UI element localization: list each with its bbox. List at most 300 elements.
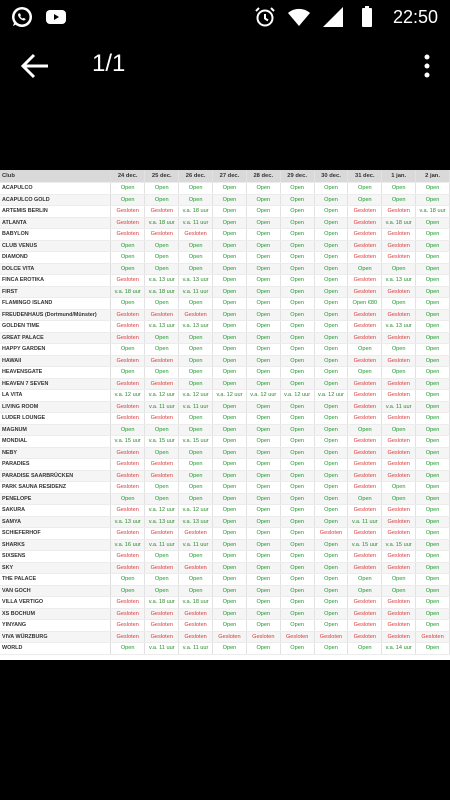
table-row	[111, 585, 450, 597]
status-cell: Open	[314, 482, 348, 494]
status-cell: Open	[280, 608, 314, 620]
status-cell: Open	[280, 597, 314, 609]
table-row	[0, 516, 111, 528]
status-cell: Open	[179, 344, 213, 356]
table-row	[0, 390, 111, 402]
date-header: 30 dec.	[314, 170, 348, 183]
table-row	[0, 309, 111, 321]
table-row	[111, 183, 450, 195]
status-cell: Gesloten	[416, 631, 450, 643]
status-cell: Open	[280, 562, 314, 574]
table-row	[0, 355, 111, 367]
status-cell: Open	[416, 528, 450, 540]
status-cell: Open	[213, 332, 247, 344]
table-row	[111, 459, 450, 471]
status-cell: Open	[179, 298, 213, 310]
status-cell: Open	[145, 263, 179, 275]
date-header: 26 dec.	[179, 170, 213, 183]
status-cell: Open	[314, 574, 348, 586]
status-cell: Gesloten	[382, 309, 416, 321]
status-cell: Gesloten	[111, 217, 145, 229]
status-cell: Open	[246, 482, 280, 494]
table-row	[0, 597, 111, 609]
club-name: LA VITA	[0, 390, 111, 402]
status-cell: Open	[246, 183, 280, 195]
club-name: LIVING ROOM	[0, 401, 111, 413]
status-cell: Gesloten	[348, 528, 382, 540]
status-cell: Open	[280, 551, 314, 563]
status-cell: Open	[145, 585, 179, 597]
status-cell: Open	[213, 367, 247, 379]
club-name-table	[0, 170, 111, 655]
date-header: 27 dec.	[213, 170, 247, 183]
status-cell: v.a. 15 uur	[179, 436, 213, 448]
status-cell: Open	[348, 493, 382, 505]
overflow-menu-icon[interactable]	[418, 50, 436, 82]
status-cell: Gesloten	[382, 516, 416, 528]
club-name: SKY	[0, 562, 111, 574]
status-cell: Open	[314, 355, 348, 367]
status-cell: Gesloten	[348, 275, 382, 287]
status-cell: Open	[280, 470, 314, 482]
status-cell: Open	[314, 240, 348, 252]
table-row	[0, 217, 111, 229]
status-cell: Open	[280, 620, 314, 632]
status-cell: Open	[280, 206, 314, 218]
status-cell: Open	[213, 505, 247, 517]
table-row	[111, 229, 450, 241]
table-row	[0, 631, 111, 643]
table-row	[111, 298, 450, 310]
status-cell: Gesloten	[145, 309, 179, 321]
status-cell: Open	[246, 551, 280, 563]
status-cell: Gesloten	[145, 631, 179, 643]
status-cell: Open	[213, 298, 247, 310]
status-cell: Gesloten	[382, 459, 416, 471]
club-name: MAGNUM	[0, 424, 111, 436]
status-cell: Gesloten	[179, 562, 213, 574]
status-cell: Gesloten	[348, 217, 382, 229]
status-cell: Open	[213, 217, 247, 229]
status-cell: Open	[246, 286, 280, 298]
club-name: GREAT PALACE	[0, 332, 111, 344]
status-cell: Open	[280, 585, 314, 597]
status-cell: Gesloten	[348, 470, 382, 482]
status-cell: v.a. 11 uur	[145, 539, 179, 551]
status-cell: v.a. 15 uur	[348, 539, 382, 551]
status-cell: Open	[213, 229, 247, 241]
status-cell: Gesloten	[382, 505, 416, 517]
status-cell: Gesloten	[382, 332, 416, 344]
status-cell: Gesloten	[111, 332, 145, 344]
status-cell: Open	[246, 252, 280, 264]
status-cell: Open	[111, 344, 145, 356]
table-row	[111, 551, 450, 563]
status-cell: Gesloten	[111, 470, 145, 482]
battery-icon	[355, 5, 379, 29]
status-cell: Gesloten	[145, 229, 179, 241]
status-cell: Open	[213, 528, 247, 540]
status-cell: Open	[314, 229, 348, 241]
club-name: YINYANG	[0, 620, 111, 632]
table-row	[0, 447, 111, 459]
status-cell: Open	[246, 585, 280, 597]
status-cell: Open	[348, 574, 382, 586]
status-cell: v.a. 11 uur	[179, 217, 213, 229]
table-row	[111, 528, 450, 540]
status-cell: Open	[213, 206, 247, 218]
table-row	[0, 344, 111, 356]
club-name: SAKURA	[0, 505, 111, 517]
date-header: 25 dec.	[145, 170, 179, 183]
table-row	[111, 309, 450, 321]
status-cell: Open	[179, 413, 213, 425]
status-cell: Open	[246, 206, 280, 218]
status-cell: Open	[348, 585, 382, 597]
table-row	[111, 390, 450, 402]
club-name: ATLANTA	[0, 217, 111, 229]
status-cell: Open	[416, 470, 450, 482]
schedule-table	[111, 170, 450, 655]
status-cell: Open	[382, 493, 416, 505]
status-cell: Open	[280, 413, 314, 425]
status-cell: Gesloten	[179, 620, 213, 632]
date-header: 29 dec.	[280, 170, 314, 183]
club-name: THE PALACE	[0, 574, 111, 586]
table-row	[0, 413, 111, 425]
status-cell: Open	[213, 286, 247, 298]
table-row	[111, 332, 450, 344]
status-cell: Open	[246, 401, 280, 413]
status-cell: Open	[280, 516, 314, 528]
status-cell: Open	[145, 551, 179, 563]
status-cell: Gesloten	[348, 631, 382, 643]
status-cell: Gesloten	[382, 620, 416, 632]
status-cell: Open	[280, 344, 314, 356]
status-cell: Open	[213, 585, 247, 597]
status-cell: Open	[280, 643, 314, 655]
status-cell: Gesloten	[145, 378, 179, 390]
table-row	[0, 643, 111, 655]
status-cell: Open	[213, 355, 247, 367]
table-row	[0, 252, 111, 264]
status-cell: v.a. 11 uur	[348, 516, 382, 528]
table-row	[111, 367, 450, 379]
status-cell: v.a. 13 uur	[179, 275, 213, 287]
table-row	[111, 482, 450, 494]
status-cell: Open	[280, 183, 314, 195]
status-cell: Gesloten	[348, 355, 382, 367]
status-cell: Open	[382, 298, 416, 310]
status-cell: Gesloten	[348, 229, 382, 241]
status-cell: v.a. 12 uur	[145, 505, 179, 517]
status-cell: Open	[213, 309, 247, 321]
status-cell: Gesloten	[145, 562, 179, 574]
status-cell: Gesloten	[348, 240, 382, 252]
status-cell: Open	[416, 401, 450, 413]
status-cell: Open	[314, 539, 348, 551]
table-row	[0, 401, 111, 413]
status-cell: Open	[213, 597, 247, 609]
status-cell: Open	[314, 470, 348, 482]
club-name: FREUDENHAUS (Dortmund/Münster)	[0, 309, 111, 321]
table-row	[111, 631, 450, 643]
status-cell: Open	[246, 344, 280, 356]
table-row	[111, 620, 450, 632]
status-cell: Open	[382, 183, 416, 195]
status-cell: Open	[382, 367, 416, 379]
status-cell: Open	[280, 263, 314, 275]
status-cell: Gesloten	[145, 413, 179, 425]
status-cell: v.a. 18 uur	[111, 286, 145, 298]
status-cell: Open	[416, 183, 450, 195]
status-cell: Open	[416, 286, 450, 298]
club-name: DOLCE VITA	[0, 263, 111, 275]
status-cell: Open	[145, 493, 179, 505]
status-cell: v.a. 12 uur	[145, 390, 179, 402]
status-cell: Open	[246, 309, 280, 321]
status-cell: Open	[314, 447, 348, 459]
club-name: DIAMOND	[0, 252, 111, 264]
status-cell: Open	[382, 263, 416, 275]
status-cell: Open	[111, 424, 145, 436]
club-name: PARADIES	[0, 459, 111, 471]
status-cell: v.a. 14 uur	[382, 643, 416, 655]
status-cell: Gesloten	[348, 551, 382, 563]
club-name: WORLD	[0, 643, 111, 655]
table-row	[0, 332, 111, 344]
status-cell: Open	[416, 332, 450, 344]
club-name: HAWAII	[0, 355, 111, 367]
status-cell: Open	[416, 309, 450, 321]
status-cell: Gesloten	[111, 608, 145, 620]
status-cell: v.a. 18 uur	[382, 217, 416, 229]
status-cell: Gesloten	[348, 413, 382, 425]
club-column	[0, 170, 111, 660]
status-cell: Open	[280, 378, 314, 390]
status-cell: Open	[179, 355, 213, 367]
status-cell: Open	[416, 217, 450, 229]
status-cell: Open	[246, 436, 280, 448]
status-cell: Gesloten	[179, 309, 213, 321]
status-cell: v.a. 13 uur	[179, 321, 213, 333]
status-cell: Gesloten	[382, 390, 416, 402]
status-cell: Open	[280, 505, 314, 517]
status-cell: Gesloten	[111, 551, 145, 563]
table-row	[0, 620, 111, 632]
status-cell: Open	[145, 367, 179, 379]
alarm-icon	[253, 5, 277, 29]
status-cell: Open	[213, 424, 247, 436]
table-row	[111, 194, 450, 206]
table-row	[0, 378, 111, 390]
status-cell: Gesloten	[382, 608, 416, 620]
youtube-icon	[44, 5, 68, 29]
status-cell: Open	[314, 275, 348, 287]
status-cell: Open	[213, 413, 247, 425]
status-cell: Open	[280, 401, 314, 413]
club-name: PENELOPE	[0, 493, 111, 505]
club-name: XS BOCHUM	[0, 608, 111, 620]
status-cell: Open	[314, 493, 348, 505]
status-cell: Gesloten	[246, 631, 280, 643]
club-name: SIXSENS	[0, 551, 111, 563]
status-cell: Open	[213, 539, 247, 551]
status-cell: Gesloten	[213, 631, 247, 643]
table-row	[0, 229, 111, 241]
status-cell: Gesloten	[111, 459, 145, 471]
table-row	[111, 275, 450, 287]
status-cell: Open	[111, 263, 145, 275]
status-cell: Open	[280, 240, 314, 252]
table-row	[0, 459, 111, 471]
status-cell: v.a. 16 uur	[111, 539, 145, 551]
page-counter: 1/1	[92, 50, 126, 77]
table-row	[111, 597, 450, 609]
table-row	[111, 574, 450, 586]
status-cell: v.a. 12 uur	[179, 505, 213, 517]
date-header: 2 jan.	[416, 170, 450, 183]
club-name: FINCA EROTIKA	[0, 275, 111, 287]
status-cell: Open	[416, 252, 450, 264]
status-cell: Open	[179, 367, 213, 379]
club-name: FIRST	[0, 286, 111, 298]
status-cell: Open	[314, 321, 348, 333]
status-cell: Gesloten	[145, 608, 179, 620]
table-row	[0, 482, 111, 494]
status-cell: Open	[179, 493, 213, 505]
status-cell: Open	[416, 355, 450, 367]
status-cell: Open	[348, 367, 382, 379]
table-row	[111, 436, 450, 448]
status-cell: Gesloten	[111, 321, 145, 333]
status-cell: Open	[416, 562, 450, 574]
status-cell: Open	[213, 470, 247, 482]
table-row	[0, 367, 111, 379]
club-name: ARTEMIS BERLIN	[0, 206, 111, 218]
table-row	[111, 344, 450, 356]
status-cell: Open	[179, 470, 213, 482]
table-row	[111, 539, 450, 551]
status-cell: Gesloten	[348, 390, 382, 402]
status-cell: Open	[111, 493, 145, 505]
club-name: VAN GOCH	[0, 585, 111, 597]
status-cell: Open	[280, 217, 314, 229]
status-cell: Open	[145, 240, 179, 252]
status-cell: v.a. 12 uur	[280, 390, 314, 402]
status-cell: Gesloten	[111, 401, 145, 413]
club-name: CLUB VENUS	[0, 240, 111, 252]
status-cell: Open	[246, 447, 280, 459]
status-cell: Open	[213, 252, 247, 264]
status-cell: Open	[314, 597, 348, 609]
status-cell: Gesloten	[382, 470, 416, 482]
status-cell: Open	[416, 539, 450, 551]
status-cell: Open	[280, 286, 314, 298]
status-cell: Open	[280, 459, 314, 471]
status-cell: Open	[213, 516, 247, 528]
table-row	[0, 424, 111, 436]
status-cell: Open	[314, 436, 348, 448]
status-cell: Open	[314, 298, 348, 310]
status-cell: Open	[111, 367, 145, 379]
club-name: SCHIEFERHOF	[0, 528, 111, 540]
status-cell: Open	[246, 298, 280, 310]
status-cell: Open	[314, 608, 348, 620]
status-cell: Gesloten	[348, 436, 382, 448]
status-cell: Gesloten	[179, 229, 213, 241]
date-header: 28 dec.	[246, 170, 280, 183]
status-cell: v.a. 18 uur	[145, 217, 179, 229]
status-cell: Gesloten	[382, 240, 416, 252]
status-cell: Gesloten	[348, 378, 382, 390]
status-time: 22:50	[392, 6, 438, 27]
whatsapp-icon	[10, 5, 34, 29]
status-cell: Open	[280, 436, 314, 448]
table-row	[111, 355, 450, 367]
status-cell: Open	[382, 344, 416, 356]
status-cell: Open	[179, 252, 213, 264]
status-cell: Gesloten	[348, 252, 382, 264]
status-cell: Open	[111, 574, 145, 586]
status-cell: Gesloten	[382, 436, 416, 448]
status-cell: Open	[246, 620, 280, 632]
status-cell: Open	[246, 240, 280, 252]
status-cell: Open	[416, 447, 450, 459]
table-row	[111, 424, 450, 436]
status-cell: Gesloten	[111, 505, 145, 517]
status-cell: Gesloten	[382, 413, 416, 425]
status-cell: Open	[111, 240, 145, 252]
status-cell: Gesloten	[179, 608, 213, 620]
status-cell: Open	[416, 482, 450, 494]
status-cell: Open	[314, 424, 348, 436]
status-cell: Open	[213, 482, 247, 494]
status-cell: Open	[246, 516, 280, 528]
status-cell: v.a. 12 uur	[179, 390, 213, 402]
status-cell: Open	[179, 551, 213, 563]
status-cell: Open	[246, 321, 280, 333]
status-cell: v.a. 11 uur	[179, 539, 213, 551]
status-cell: v.a. 13 uur	[145, 516, 179, 528]
status-cell: Open	[280, 447, 314, 459]
table-row	[0, 470, 111, 482]
status-cell: Open	[280, 574, 314, 586]
status-cell: Open	[280, 332, 314, 344]
status-cell: Gesloten	[348, 332, 382, 344]
status-cell: Open	[179, 447, 213, 459]
table-row	[111, 401, 450, 413]
status-cell: Open	[280, 298, 314, 310]
status-cell: Open	[280, 275, 314, 287]
status-cell: Open	[416, 459, 450, 471]
status-cell: Gesloten	[111, 378, 145, 390]
status-cell: v.a. 12 uur	[246, 390, 280, 402]
schedule-image[interactable]	[111, 170, 450, 660]
club-name: SHARKS	[0, 539, 111, 551]
table-row	[0, 493, 111, 505]
status-cell: Open	[179, 194, 213, 206]
status-cell: Open	[280, 539, 314, 551]
status-cell: Open	[280, 482, 314, 494]
status-cell: Gesloten	[382, 378, 416, 390]
status-cell: Open	[348, 344, 382, 356]
status-cell: Open	[314, 643, 348, 655]
back-arrow-icon[interactable]	[18, 50, 52, 82]
status-cell: Open	[314, 459, 348, 471]
status-cell: Open	[314, 620, 348, 632]
table-row	[111, 447, 450, 459]
